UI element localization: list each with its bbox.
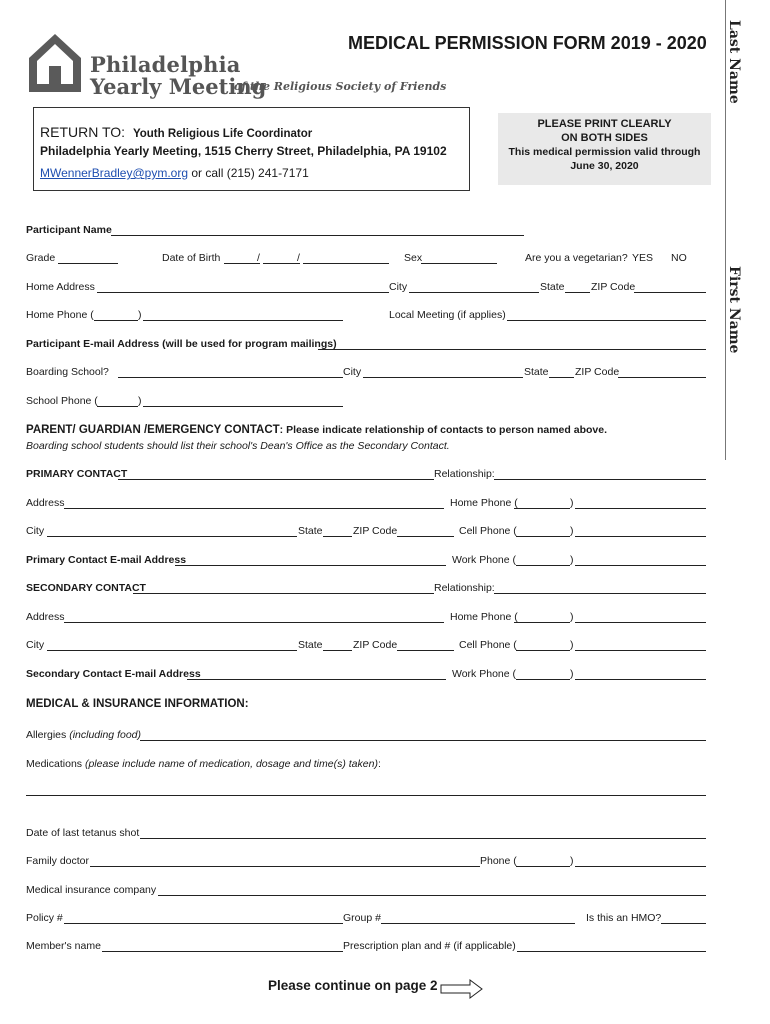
secondary-relationship-field[interactable]	[494, 593, 706, 594]
primary-city-field[interactable]	[47, 536, 297, 537]
school-state-field[interactable]	[549, 377, 574, 378]
home-address-field[interactable]	[97, 292, 389, 293]
hmo-label: Is this an HMO?	[586, 912, 662, 924]
primary-home-phone-label: Home Phone (	[450, 497, 518, 509]
participant-name-label: Participant Name	[26, 224, 112, 236]
home-state-label: State	[540, 281, 565, 293]
primary-cell-phone-label: Cell Phone (	[459, 525, 517, 537]
participant-email-label: Participant E-mail Address (will be used for program mailings)	[26, 338, 337, 350]
return-to-label: RETURN TO:	[40, 124, 126, 140]
primary-relationship-label: Relationship:	[434, 468, 495, 480]
allergies-label	[26, 729, 141, 741]
print-box-line3: This medical permission valid through	[508, 146, 701, 158]
return-to-box	[33, 107, 470, 191]
primary-zip-label: ZIP Code	[353, 525, 398, 537]
vegetarian-yes-option[interactable]: YES	[632, 252, 654, 264]
primary-home-phone-number-field[interactable]	[575, 508, 706, 509]
home-state-field[interactable]	[565, 292, 590, 293]
secondary-home-phone-field[interactable]	[514, 622, 570, 623]
primary-work-phone-paren: )	[570, 554, 574, 566]
secondary-work-phone-label: Work Phone (	[452, 668, 516, 680]
logo-name-line1: Philadelphia	[90, 52, 241, 77]
primary-state-field[interactable]	[323, 536, 352, 537]
primary-email-label: Primary Contact E-mail Address	[26, 554, 187, 566]
medical-heading: MEDICAL & INSURANCE INFORMATION:	[26, 698, 249, 710]
contacts-heading-title: PARENT/ GUARDIAN /EMERGENCY CONTACT	[26, 424, 280, 436]
school-zip-label: ZIP Code	[575, 366, 620, 378]
boarding-contact-note: Boarding school students should list their school's Dean's Office as the Secondary Contact.	[26, 440, 450, 452]
secondary-contact-label: SECONDARY CONTACT	[26, 582, 146, 594]
return-recipient: Youth Religious Life Coordinator	[132, 128, 313, 140]
print-clearly-box	[498, 113, 711, 185]
vegetarian-label: Are you a vegetarian?	[525, 252, 628, 264]
primary-cell-phone-number-field[interactable]	[575, 536, 706, 537]
secondary-state-label: State	[298, 639, 323, 651]
last-name-side-label: Last Name	[726, 20, 742, 104]
medications-field[interactable]	[26, 795, 706, 796]
school-phone-area-field[interactable]	[97, 406, 138, 407]
secondary-home-phone-number-field[interactable]	[575, 622, 706, 623]
dob-year-field[interactable]	[303, 263, 389, 264]
primary-cell-phone-paren: )	[570, 525, 574, 537]
dob-month-field[interactable]	[224, 263, 260, 264]
boarding-school-field[interactable]	[118, 377, 343, 378]
dob-label: Date of Birth	[162, 252, 221, 264]
print-box-line1: PLEASE PRINT CLEARLY	[537, 118, 672, 130]
home-zip-label: ZIP Code	[591, 281, 636, 293]
participant-email-field[interactable]	[318, 349, 706, 350]
secondary-address-label: Address	[26, 611, 65, 623]
group-label: Group #	[343, 912, 381, 924]
primary-work-phone-label: Work Phone (	[452, 554, 516, 566]
prescription-plan-field[interactable]	[517, 951, 706, 952]
primary-home-phone-field[interactable]	[514, 508, 570, 509]
medications-colon: :	[377, 758, 381, 770]
secondary-home-phone-paren: )	[570, 611, 574, 623]
contacts-heading-tail: : Please indicate relationship of contacts to person named above.	[279, 424, 607, 436]
secondary-zip-field[interactable]	[397, 650, 454, 651]
medications-label-text: Medications	[26, 758, 83, 770]
participant-name-field[interactable]	[111, 235, 524, 236]
primary-home-phone-paren: )	[570, 497, 574, 509]
local-meeting-field[interactable]	[507, 320, 706, 321]
dob-slash-2: /	[297, 252, 300, 264]
school-city-label: City	[343, 366, 362, 378]
return-phone: or call (215) 241-7171	[188, 166, 309, 180]
home-zip-field[interactable]	[634, 292, 706, 293]
secondary-cell-phone-paren: )	[570, 639, 574, 651]
primary-email-field[interactable]	[175, 565, 446, 566]
group-field[interactable]	[381, 923, 575, 924]
secondary-home-phone-label: Home Phone (	[450, 611, 518, 623]
secondary-state-field[interactable]	[323, 650, 352, 651]
primary-address-label: Address	[26, 497, 65, 509]
doctor-phone-paren: )	[570, 855, 574, 867]
secondary-address-field[interactable]	[64, 622, 444, 623]
secondary-cell-phone-number-field[interactable]	[575, 650, 706, 651]
school-phone-number-field[interactable]	[143, 406, 343, 407]
tetanus-label: Date of last tetanus shot	[26, 827, 140, 839]
family-doctor-label: Family doctor	[26, 855, 90, 867]
print-box-line2: ON BOTH SIDES	[561, 132, 648, 144]
sex-field[interactable]	[421, 263, 497, 264]
dob-slash-1: /	[257, 252, 260, 264]
family-doctor-field[interactable]	[90, 866, 480, 867]
secondary-city-field[interactable]	[47, 650, 297, 651]
form-title: MEDICAL PERMISSION FORM 2019 - 2020	[348, 33, 707, 53]
secondary-relationship-label: Relationship:	[434, 582, 495, 594]
primary-zip-field[interactable]	[397, 536, 454, 537]
allergies-label-text: Allergies	[26, 729, 67, 741]
secondary-email-label: Secondary Contact E-mail Address	[26, 668, 201, 680]
prescription-plan-label: Prescription plan and # (if applicable)	[343, 940, 516, 952]
insurance-company-field[interactable]	[158, 895, 706, 896]
primary-city-label: City	[26, 525, 45, 537]
grade-label: Grade	[26, 252, 56, 264]
secondary-cell-phone-field[interactable]	[516, 650, 570, 651]
school-city-field[interactable]	[363, 377, 523, 378]
primary-work-phone-field[interactable]	[516, 565, 570, 566]
logo-name-line2: Yearly Meeting	[90, 74, 267, 99]
policy-field[interactable]	[64, 923, 343, 924]
tetanus-field[interactable]	[140, 838, 706, 839]
home-phone-label: Home Phone (	[26, 309, 94, 321]
home-city-field[interactable]	[409, 292, 539, 293]
school-phone-label: School Phone (	[26, 395, 98, 407]
vegetarian-no-option[interactable]: NO	[671, 252, 687, 264]
sex-label: Sex	[404, 252, 423, 264]
home-phone-paren: )	[138, 309, 142, 321]
primary-address-field[interactable]	[64, 508, 444, 509]
medications-note: (please include name of medication, dosage and time(s) taken)	[84, 758, 378, 770]
school-state-label: State	[524, 366, 549, 378]
primary-contact-label: PRIMARY CONTACT	[26, 468, 128, 480]
primary-relationship-field[interactable]	[494, 479, 706, 480]
secondary-cell-phone-label: Cell Phone (	[459, 639, 517, 651]
secondary-work-phone-number-field[interactable]	[575, 679, 706, 680]
home-address-label: Home Address	[26, 281, 95, 293]
print-box-line4: June 30, 2020	[570, 160, 639, 172]
continue-page-2-text: Please continue on page 2	[268, 978, 438, 993]
local-meeting-label: Local Meeting (if applies)	[389, 309, 506, 321]
secondary-zip-label: ZIP Code	[353, 639, 398, 651]
home-phone-area-field[interactable]	[94, 320, 138, 321]
allergies-note: (including food)	[69, 729, 141, 741]
insurance-company-label: Medical insurance company	[26, 884, 157, 896]
contacts-heading	[26, 424, 607, 436]
boarding-school-label: Boarding School?	[26, 366, 109, 378]
logo-subtitle: of the Religious Society of Friends	[234, 80, 447, 93]
primary-state-label: State	[298, 525, 323, 537]
secondary-email-field[interactable]	[187, 679, 446, 680]
members-name-field[interactable]	[102, 951, 343, 952]
school-phone-paren: )	[138, 395, 142, 407]
policy-label: Policy #	[26, 912, 63, 924]
doctor-phone-label: Phone (	[480, 855, 517, 867]
secondary-work-phone-field[interactable]	[516, 679, 570, 680]
pym-house-logo-icon	[27, 32, 83, 94]
allergies-field[interactable]	[140, 740, 706, 741]
primary-cell-phone-field[interactable]	[516, 536, 570, 537]
school-zip-field[interactable]	[618, 377, 706, 378]
return-address: Philadelphia Yearly Meeting, 1515 Cherry Street, Philadelphia, PA 19102	[40, 144, 447, 158]
hmo-field[interactable]	[661, 923, 706, 924]
grade-field[interactable]	[58, 263, 118, 264]
members-name-label: Member's name	[26, 940, 101, 952]
medications-label	[26, 758, 381, 770]
coordinator-email-link[interactable]: MWennerBradley@pym.org	[40, 166, 189, 180]
home-phone-number-field[interactable]	[143, 320, 343, 321]
first-name-side-label: First Name	[726, 266, 742, 354]
dob-day-field[interactable]	[263, 263, 300, 264]
doctor-phone-number-field[interactable]	[575, 866, 706, 867]
doctor-phone-area-field[interactable]	[516, 866, 570, 867]
secondary-city-label: City	[26, 639, 45, 651]
secondary-work-phone-paren: )	[570, 668, 574, 680]
right-arrow-icon	[440, 979, 484, 999]
primary-contact-field[interactable]	[118, 479, 434, 480]
home-city-label: City	[389, 281, 408, 293]
secondary-contact-field[interactable]	[133, 593, 434, 594]
primary-work-phone-number-field[interactable]	[575, 565, 706, 566]
